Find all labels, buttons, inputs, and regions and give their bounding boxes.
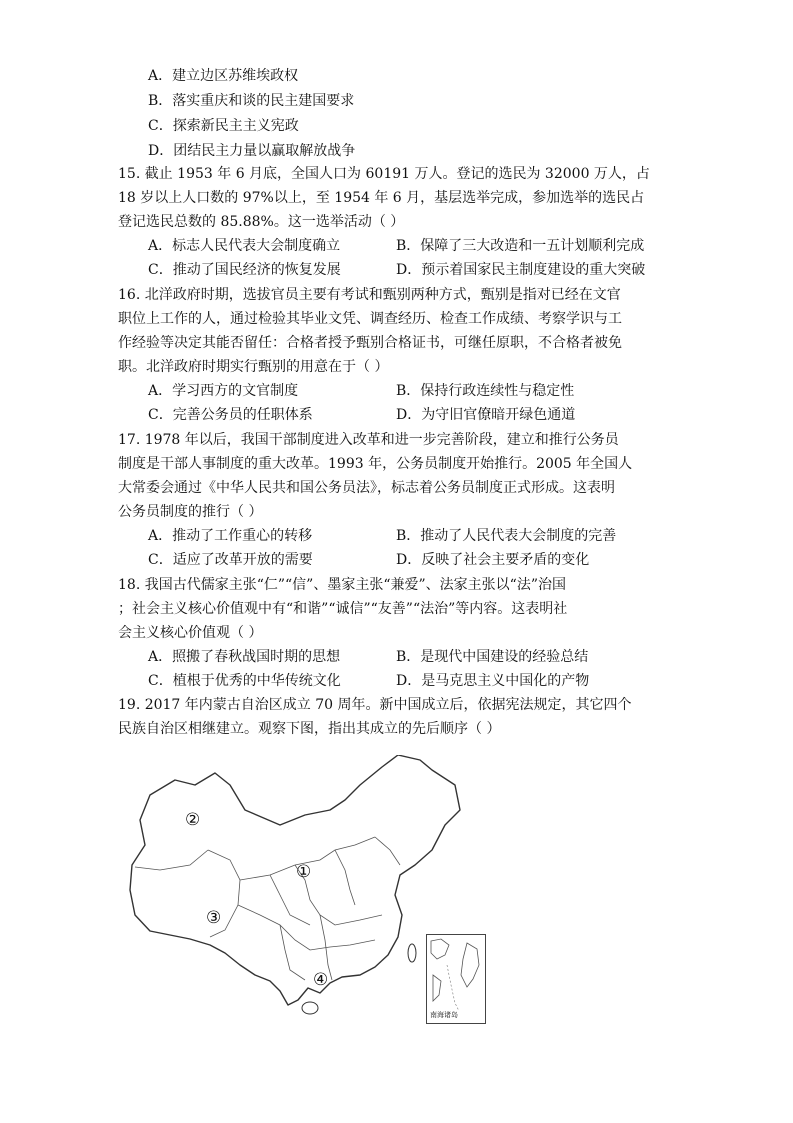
q15-option-c: C．推动了国民经济的恢复发展	[148, 262, 341, 278]
q16-stem-line4: 职。北洋政府时期实行甄别的用意在于（ ）	[118, 359, 389, 375]
q16-stem-line3: 作经验等决定其能否留任：合格者授予甄别合格证书，可继任原职，不合格者被免	[118, 335, 622, 351]
q18-stem-line3: 会主义核心价值观（ ）	[118, 625, 263, 641]
q15-option-d: D．预示着国家民主制度建设的重大突破	[396, 262, 646, 278]
q18-option-d: D．是马克思主义中国化的产物	[396, 673, 590, 689]
q16-stem-line2: 职位上工作的人，通过检验其毕业文凭、调查经历、检查工作成绩、考察学识与工	[118, 311, 622, 327]
inset-label: 南海诸岛	[430, 1011, 458, 1019]
map-marker-3: ③	[206, 908, 222, 928]
q18-option-c: C．植根于优秀的中华传统文化	[148, 673, 341, 689]
q17-stem-line1: 17. 1978 年以后，我国干部制度进入改革和进一步完善阶段，建立和推行公务员	[118, 432, 619, 448]
q17-option-c: C．适应了改革开放的需要	[148, 552, 313, 568]
q16-option-d: D．为守旧官僚暗开绿色通道	[396, 407, 576, 423]
q17-stem-line3: 大常委会通过《中华人民共和国公务员法》，标志着公务员制度正式形成。这表明	[118, 480, 615, 496]
q17-stem-line2: 制度是干部人事制度的重大改革。1993 年，公务员制度开始推行。2005 年全国人	[118, 456, 633, 472]
q14-option-d: D．团结民主力量以赢取解放战争	[148, 143, 356, 159]
q16-stem-line1: 16. 北洋政府时期，选拔官员主要有考试和甄别两种方式，甄别是指对已经在文官	[118, 287, 621, 303]
q19-stem-line1: 19. 2017 年内蒙古自治区成立 70 周年。新中国成立后，依据宪法规定，其它四个	[118, 697, 632, 713]
q17-option-a: A．推动了工作重心的转移	[148, 528, 313, 544]
q18-option-b: B．是现代中国建设的经验总结	[396, 649, 589, 665]
q15-stem-line2: 18 岁以上人口数的 97%以上，至 1954 年 6 月，基层选举完成，参加选举的选民占	[118, 190, 645, 206]
q15-option-b: B．保障了三大改造和一五计划顺利完成	[396, 238, 645, 254]
q17-option-b: B．推动了人民代表大会制度的完善	[396, 528, 617, 544]
q16-option-a: A．学习西方的文官制度	[148, 383, 299, 399]
q16-option-c: C．完善公务员的任职体系	[148, 407, 313, 423]
q17-option-d: D．反映了社会主要矛盾的变化	[396, 552, 590, 568]
q18-stem-line1: 18. 我国古代儒家主张“仁”“信”、墨家主张“兼爱”、法家主张以“法”治国	[118, 577, 566, 593]
map-marker-4: ④	[313, 970, 329, 990]
q16-option-b: B．保持行政连续性与稳定性	[396, 383, 575, 399]
q14-option-b: B．落实重庆和谈的民主建国要求	[148, 93, 355, 109]
map-marker-1: ①	[296, 862, 312, 882]
map-marker-2: ②	[185, 810, 201, 830]
q15-option-a: A．标志人民代表大会制度确立	[148, 238, 341, 254]
q18-option-a: A．照搬了春秋战国时期的思想	[148, 649, 341, 665]
q14-option-a: A．建立边区苏维埃政权	[148, 68, 299, 84]
q19-stem-line2: 民族自治区相继建立。观察下图，指出其成立的先后顺序（ ）	[118, 721, 501, 737]
q15-stem-line3: 登记选民总数的 85.88%。这一选举活动（ ）	[118, 214, 405, 230]
q17-stem-line4: 公务员制度的推行（ ）	[118, 504, 263, 520]
q14-option-c: C．探索新民主主义宪政	[148, 118, 299, 134]
q18-stem-line2: ；社会主义核心价值观中有“和谐”“诚信”“友善”“法治”等内容。这表明社	[118, 601, 568, 617]
q15-stem-line1: 15. 截止 1953 年 6 月底，全国人口为 60191 万人。登记的选民为 32000 万人，占	[118, 166, 650, 182]
